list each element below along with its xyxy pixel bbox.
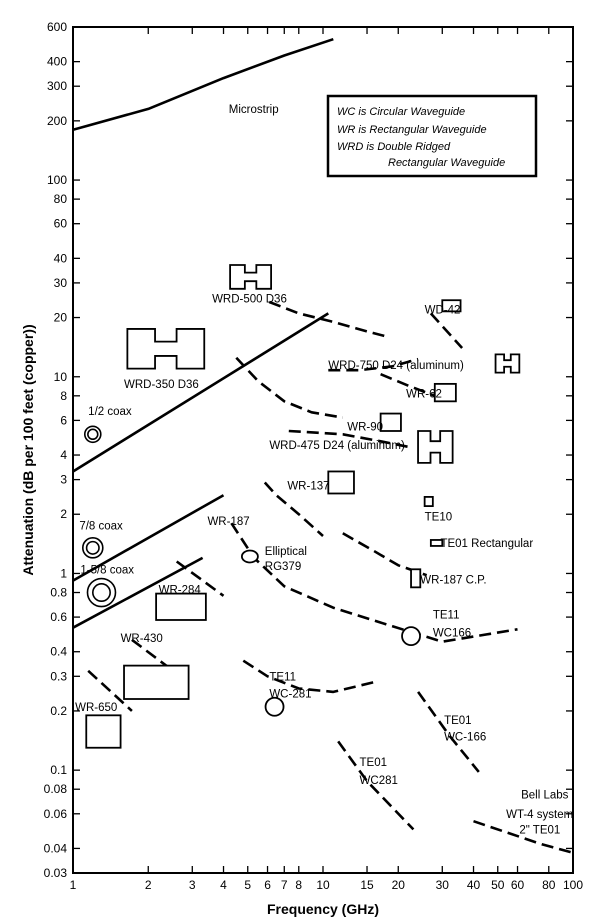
label-wr-650: WR-650 — [75, 701, 118, 714]
x-tick-label: 1 — [69, 878, 77, 892]
y-tick-label: 200 — [46, 113, 67, 128]
x-tick-label: 20 — [391, 878, 405, 892]
x-tick-label: 50 — [491, 878, 505, 892]
shape-wrd-350-d36 — [127, 329, 204, 369]
y-tick-label: 30 — [53, 275, 67, 290]
label-bell-labs: Bell Labs — [521, 789, 569, 802]
label-wr-137: WR-137 — [287, 480, 330, 493]
legend — [328, 96, 536, 176]
y-tick-label: 1 — [60, 566, 67, 581]
label-te01-rectangular: TE01 Rectangular — [440, 537, 534, 550]
y-tick-label: 600 — [46, 20, 67, 34]
label-te01: TE01 — [444, 714, 472, 727]
legend-line-2: WR is Rectangular Waveguide — [337, 124, 487, 136]
x-tick-label: 6 — [264, 878, 271, 892]
y-tick-label: 400 — [46, 54, 67, 69]
shape-wr-187-c-p — [411, 569, 420, 587]
shape-wr-137 — [328, 471, 354, 493]
label-te11: TE11 — [432, 609, 460, 622]
y-axis-title: Attenuation (dB per 100 feet (copper)) — [20, 324, 36, 576]
y-tick-label: 40 — [53, 251, 67, 266]
y-tick-label: 60 — [53, 216, 67, 231]
x-tick-label: 5 — [244, 878, 252, 892]
label-wrd-750-d24-aluminum: WRD-750 D24 (aluminum) — [328, 359, 464, 372]
x-tick-label: 10 — [316, 878, 330, 892]
label-wrd-475-d24-aluminum: WRD-475 D24 (aluminum) — [269, 439, 405, 452]
label-elliptical: Elliptical — [264, 546, 307, 559]
label-wr-62: WR-62 — [406, 388, 442, 401]
y-tick-label: 0.08 — [43, 782, 67, 797]
shape-wr-284 — [156, 594, 206, 620]
y-tick-label: 10 — [53, 369, 67, 384]
y-tick-label: 3 — [60, 472, 67, 487]
y-tick-label: 300 — [46, 79, 67, 94]
y-tick-label: 0.8 — [50, 585, 67, 600]
y-tick-label: 0.3 — [50, 669, 67, 684]
label-wr-187-c-p: WR-187 C.P. — [420, 574, 487, 587]
y-tick-label: 0.2 — [50, 703, 67, 718]
label-te10: TE10 — [424, 511, 453, 524]
label-wc281: WC281 — [359, 775, 398, 788]
y-tick-label: 0.04 — [43, 841, 67, 856]
label-wr-430: WR-430 — [120, 632, 163, 645]
x-tick-label: 15 — [360, 878, 374, 892]
label-wt-4-system: WT-4 system — [506, 808, 574, 821]
y-tick-label: 2 — [60, 507, 67, 522]
shape-wr-430 — [124, 666, 189, 699]
label-wrd-350-d36: WRD-350 D36 — [124, 378, 199, 391]
legend-line-3: WRD is Double Ridged — [337, 141, 451, 153]
legend-line-4: Rectangular Waveguide — [388, 157, 506, 169]
y-tick-label: 20 — [53, 310, 67, 325]
label-rg379: RG379 — [264, 561, 302, 574]
label-1-5-8-coax: 1-5/8 coax — [80, 564, 135, 577]
label-wrd-500-d36: WRD-500 D36 — [212, 293, 287, 306]
shape-wr-650 — [86, 715, 120, 747]
label-microstrip: Microstrip — [228, 103, 279, 116]
x-tick-label: 40 — [466, 878, 481, 892]
x-tick-label: 2 — [144, 878, 152, 892]
legend-line-1: WC is Circular Waveguide — [337, 106, 466, 118]
y-tick-label: 6 — [60, 413, 67, 428]
series-te11-wc281 — [243, 661, 374, 692]
x-tick-label: 8 — [295, 878, 303, 892]
shape-wrd-750-d24-aluminum — [496, 354, 520, 372]
label-te01: TE01 — [359, 757, 388, 770]
label-te11: TE11 — [269, 671, 296, 684]
label-wc166: WC166 — [432, 627, 472, 640]
label-wr-284: WR-284 — [158, 584, 201, 597]
x-tick-label: 60 — [510, 878, 525, 892]
y-tick-label: 0.1 — [50, 763, 67, 778]
y-tick-label: 100 — [46, 173, 67, 188]
label-7-8-coax: 7/8 coax — [79, 520, 123, 533]
shape-wr-90 — [381, 414, 401, 431]
series-microstrip — [73, 39, 333, 130]
y-tick-label: 0.4 — [50, 644, 67, 659]
y-tick-label: 80 — [53, 192, 67, 207]
shape-elliptical-rg379 — [242, 550, 258, 562]
shape-1-5-8-coax-outer — [87, 579, 115, 607]
label-wr-187: WR-187 — [207, 515, 250, 528]
label-wd-42: WD-42 — [424, 304, 461, 317]
y-tick-label: 4 — [60, 448, 67, 463]
shape-7-8-coax-outer — [83, 538, 103, 558]
series-wr-90 — [236, 358, 342, 418]
x-tick-label: 30 — [435, 878, 449, 892]
label-1-2-coax: 1/2 coax — [88, 405, 132, 418]
shape-wrd-475-d24-aluminum — [418, 431, 453, 463]
x-axis-title: Frequency (GHz) — [266, 901, 380, 917]
label-2-te01: 2" TE01 — [519, 824, 561, 837]
y-tick-label: 0.03 — [43, 866, 67, 880]
series-wrd-500-d36 — [269, 302, 387, 337]
x-tick-label: 100 — [562, 878, 584, 892]
label-wc-281: WC-281 — [269, 688, 312, 701]
label-wr-90: WR-90 — [347, 421, 384, 434]
x-tick-label: 7 — [280, 878, 288, 892]
x-tick-label: 4 — [220, 878, 227, 892]
shape-te10 — [425, 497, 433, 506]
shape-wrd-500-d36 — [230, 265, 271, 289]
shape-te11-wc166 — [402, 627, 420, 645]
y-tick-label: 0.6 — [50, 610, 67, 625]
series-wd-42 — [431, 313, 462, 348]
x-tick-label: 3 — [188, 878, 196, 892]
y-tick-label: 8 — [60, 388, 67, 403]
y-tick-label: 0.06 — [43, 806, 67, 821]
label-wc-166: WC-166 — [444, 731, 487, 744]
x-tick-label: 80 — [542, 878, 556, 892]
